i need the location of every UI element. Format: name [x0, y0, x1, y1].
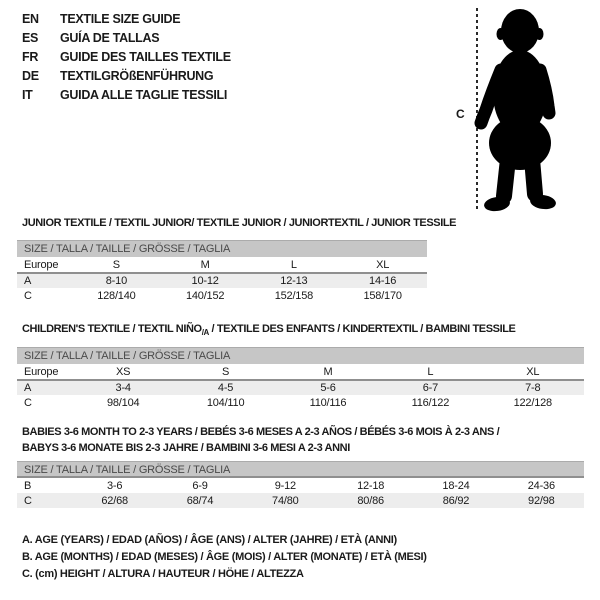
table-cell: 74/80 [272, 494, 299, 507]
header-cell: M [277, 364, 379, 380]
table-cell: 3-6 [107, 479, 123, 492]
table-cell: 116/122 [411, 396, 450, 409]
language-code: EN [22, 12, 39, 26]
table-cell: 62/68 [101, 494, 128, 507]
baby-figure [450, 4, 575, 216]
babies-title-line1: BABIES 3-6 MONTH TO 2-3 YEARS / BEBÉS 3-6 MESES A 2-3 AÑOS / BÉBÉS 3-6 MOIS À 2-3 ANS / [22, 426, 500, 438]
babies-size-table [17, 461, 584, 508]
babies-section-title [22, 424, 577, 456]
children-title-subscript: /A [201, 328, 209, 337]
header-cell: Europe [17, 364, 72, 380]
header-cell: S [174, 364, 276, 380]
language-row-de [22, 67, 231, 86]
junior-size-table [17, 240, 427, 303]
children-section-title [22, 321, 516, 341]
row-label: B [24, 479, 32, 492]
row-label: A [24, 275, 32, 287]
row-label: C [24, 289, 32, 302]
table-cell: 68/74 [186, 494, 214, 507]
size-header-bar: SIZE / TALLA / TAILLE / GRÖSSE / TAGLIA [17, 240, 427, 257]
header-cell: S [72, 257, 161, 273]
babies-title-line2: BABYS 3-6 MONATE BIS 2-3 JAHRE / BAMBINI 3-6 MESI A 2-3 ANNI [22, 442, 350, 454]
children-size-table [17, 347, 584, 410]
table-cell: 7-8 [525, 382, 541, 394]
table-cell: 128/140 [97, 289, 136, 302]
table-cell: 24-36 [527, 479, 555, 492]
table-row-height [17, 395, 584, 410]
table-cell: 140/152 [185, 289, 225, 302]
table-cell: 14-16 [369, 275, 397, 287]
table-cell: 10-12 [191, 275, 219, 287]
children-title-post: / TEXTILE DES ENFANTS / KINDERTEXTIL / BAMBINI TESSILE [208, 323, 516, 335]
guide-title: GUÍA DE TALLAS [60, 31, 160, 45]
junior-table-grid [17, 257, 427, 303]
language-row-it [22, 86, 231, 105]
table-cell: 12-18 [357, 479, 385, 492]
guide-title: GUIDA ALLE TAGLIE TESSILI [60, 88, 228, 102]
language-code: IT [22, 88, 33, 102]
table-cell: 98/104 [106, 396, 140, 409]
table-row-age [17, 380, 584, 395]
table-cell: 122/128 [513, 396, 552, 409]
table-cell: 6-9 [192, 479, 208, 492]
row-label: A [24, 382, 32, 394]
guide-title: TEXTILE SIZE GUIDE [60, 12, 181, 26]
size-header-bar: SIZE / TALLA / TAILLE / GRÖSSE / TAGLIA [17, 461, 584, 478]
table-cell: 92/98 [528, 494, 555, 507]
guide-title: GUIDE DES TAILLES TEXTILE [60, 50, 231, 64]
junior-section-title: JUNIOR TEXTILE / TEXTIL JUNIOR/ TEXTILE JUNIOR / JUNIORTEXTIL / JUNIOR TESSILE [22, 217, 457, 229]
note-height-cm: C. (cm) HEIGHT / ALTURA / HAUTEUR / HÖHE / ALTEZZA [22, 568, 304, 580]
row-label: C [24, 494, 32, 507]
legend-notes [22, 532, 427, 583]
column-header-row [17, 257, 427, 273]
column-header-row [17, 364, 584, 380]
header-cell: XL [338, 257, 427, 273]
note-age-months: B. AGE (MONTHS) / EDAD (MESES) / ÂGE (MOIS) / ALTER (MONATE) / ETÀ (MESI) [22, 551, 427, 563]
table-cell: 110/116 [309, 396, 347, 409]
table-cell: 104/110 [206, 396, 245, 409]
language-row-en [22, 10, 231, 29]
baby-silhouette-icon [474, 4, 575, 216]
language-row-es [22, 29, 231, 48]
table-cell: 3-4 [115, 382, 131, 394]
header-cell: L [250, 257, 339, 273]
table-row-age [17, 273, 427, 288]
table-cell: 12-13 [280, 275, 308, 287]
table-cell: 8-10 [105, 275, 127, 287]
header-cell: Europe [17, 257, 72, 273]
table-cell: 6-7 [422, 382, 439, 394]
row-label: C [24, 396, 32, 409]
table-cell: 5-6 [320, 382, 336, 394]
table-cell: 152/158 [274, 289, 314, 302]
language-title-list [22, 10, 231, 105]
table-cell: 4-5 [217, 382, 234, 394]
language-code: FR [22, 50, 39, 64]
note-age-years: A. AGE (YEARS) / EDAD (AÑOS) / ÂGE (ANS) / ALTER (JAHRE) / ETÀ (ANNI) [22, 534, 397, 546]
size-header-bar: SIZE / TALLA / TAILLE / GRÖSSE / TAGLIA [17, 347, 584, 364]
table-cell: 80/86 [357, 494, 384, 507]
language-row-fr [22, 48, 231, 67]
table-row-months [17, 478, 584, 493]
table-row-height [17, 493, 584, 508]
table-cell: 86/92 [442, 494, 470, 507]
children-table-grid [17, 364, 584, 410]
guide-title: TEXTILGRÖßENFÜHRUNG [60, 69, 214, 83]
height-label-c: C [456, 107, 465, 121]
header-cell: XS [72, 364, 174, 380]
table-row-height [17, 288, 427, 303]
table-cell: 18-24 [442, 479, 470, 492]
language-code: ES [22, 31, 39, 45]
babies-table-grid [17, 478, 584, 508]
children-title-pre: CHILDREN'S TEXTILE / TEXTIL NIÑO [22, 323, 202, 335]
header-cell: L [379, 364, 481, 380]
header-cell: XL [482, 364, 584, 380]
table-cell: 158/170 [363, 289, 402, 302]
language-code: DE [22, 69, 39, 83]
header-cell: M [161, 257, 250, 273]
table-cell: 9-12 [274, 479, 296, 492]
